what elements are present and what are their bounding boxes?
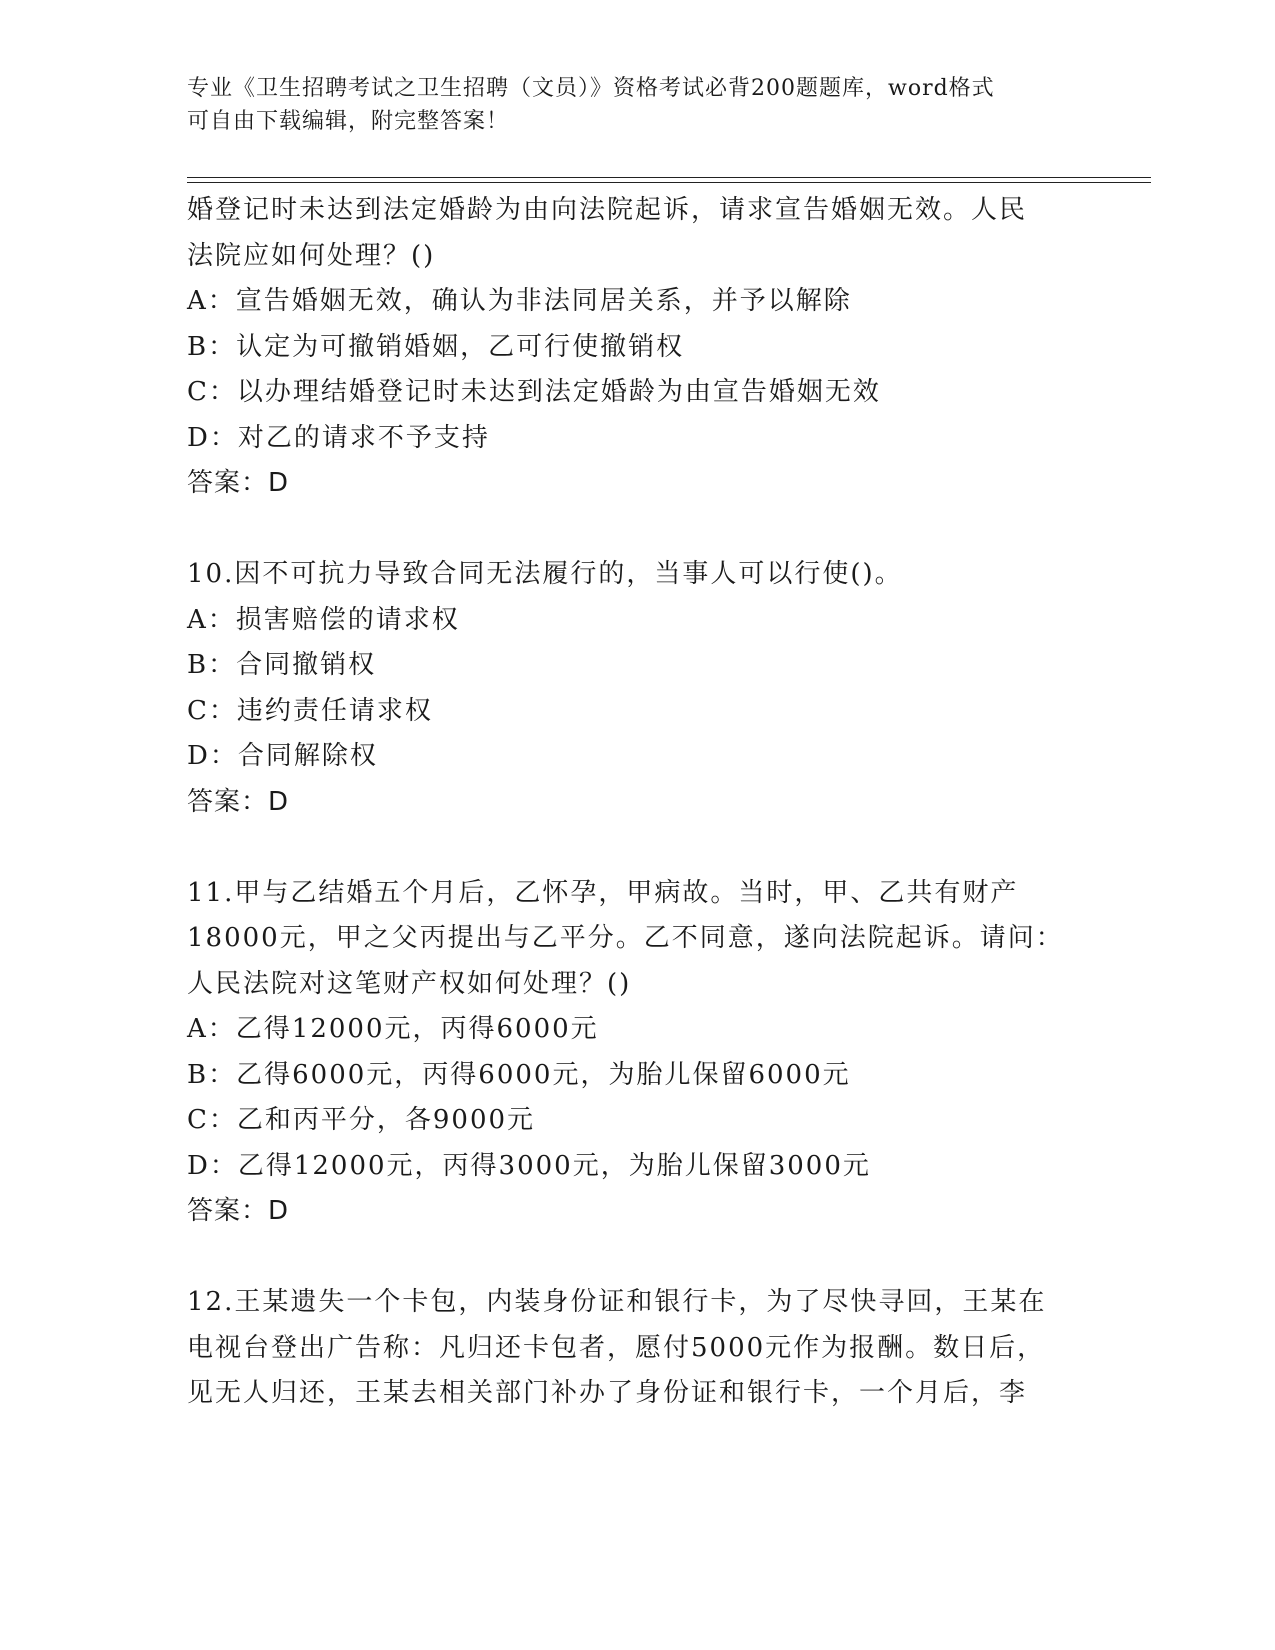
question-text-line: 12.王某遗失一个卡包，内装身份证和银行卡，为了尽快寻回，王某在 <box>187 1287 1047 1317</box>
spacer <box>187 507 1087 553</box>
document-body <box>187 188 1087 1417</box>
option-d: D：对乙的请求不予支持 <box>187 422 490 453</box>
answer: 答案：D <box>187 468 290 498</box>
answer: 答案：D <box>187 786 290 817</box>
option-a: A：乙得12000元，丙得6000元 <box>187 1014 599 1044</box>
question-9-continued <box>187 188 1087 507</box>
option-d: D：乙得12000元，丙得3000元，为胎儿保留3000元 <box>187 1150 871 1181</box>
question-text-line: 见无人归还，王某去相关部门补办了身份证和银行卡，一个月后，李 <box>187 1378 1028 1408</box>
option-c: C：违约责任请求权 <box>187 695 433 726</box>
question-text-line: 18000元，甲之父丙提出与乙平分。乙不同意，遂向法院起诉。请问： <box>187 923 1064 953</box>
header-line-2: 可自由下载编辑，附完整答案！ <box>187 109 510 134</box>
header-line-1: 专业《卫生招聘考试之卫生招聘（文员）》资格考试必背200题题库，word格式 <box>187 76 995 101</box>
answer: 答案：D <box>187 1196 290 1226</box>
header-rule-bottom <box>187 182 1151 183</box>
option-c: C：以办理结婚登记时未达到法定婚龄为由宣告婚姻无效 <box>187 377 881 407</box>
option-c: C：乙和丙平分，各9000元 <box>187 1105 536 1135</box>
question-text-line: 婚登记时未达到法定婚龄为由向法院起诉，请求宣告婚姻无效。人民 <box>187 195 1028 225</box>
option-a: A：损害赔偿的请求权 <box>187 604 460 635</box>
option-d: D：合同解除权 <box>187 741 378 771</box>
question-10 <box>187 552 1087 825</box>
option-b: B：合同撤销权 <box>187 650 377 680</box>
header-rule-top <box>187 177 1151 178</box>
document-header <box>187 72 1087 138</box>
question-12 <box>187 1280 1087 1417</box>
spacer <box>187 825 1087 871</box>
question-text-line: 人民法院对这笔财产权如何处理？() <box>187 968 632 999</box>
option-a: A：宣告婚姻无效，确认为非法同居关系，并予以解除 <box>187 286 852 316</box>
question-text-line: 法院应如何处理？() <box>187 240 436 271</box>
question-text-line: 10.因不可抗力导致合同无法履行的，当事人可以行使()。 <box>187 559 903 589</box>
option-b: B：认定为可撤销婚姻，乙可行使撤销权 <box>187 331 685 362</box>
question-11 <box>187 871 1087 1235</box>
question-text-line: 电视台登出广告称：凡归还卡包者，愿付5000元作为报酬。数日后， <box>187 1332 1046 1363</box>
question-text-line: 11.甲与乙结婚五个月后，乙怀孕，甲病故。当时，甲、乙共有财产 <box>187 877 1019 908</box>
spacer <box>187 1235 1087 1281</box>
option-b: B：乙得6000元，丙得6000元，为胎儿保留6000元 <box>187 1059 851 1090</box>
